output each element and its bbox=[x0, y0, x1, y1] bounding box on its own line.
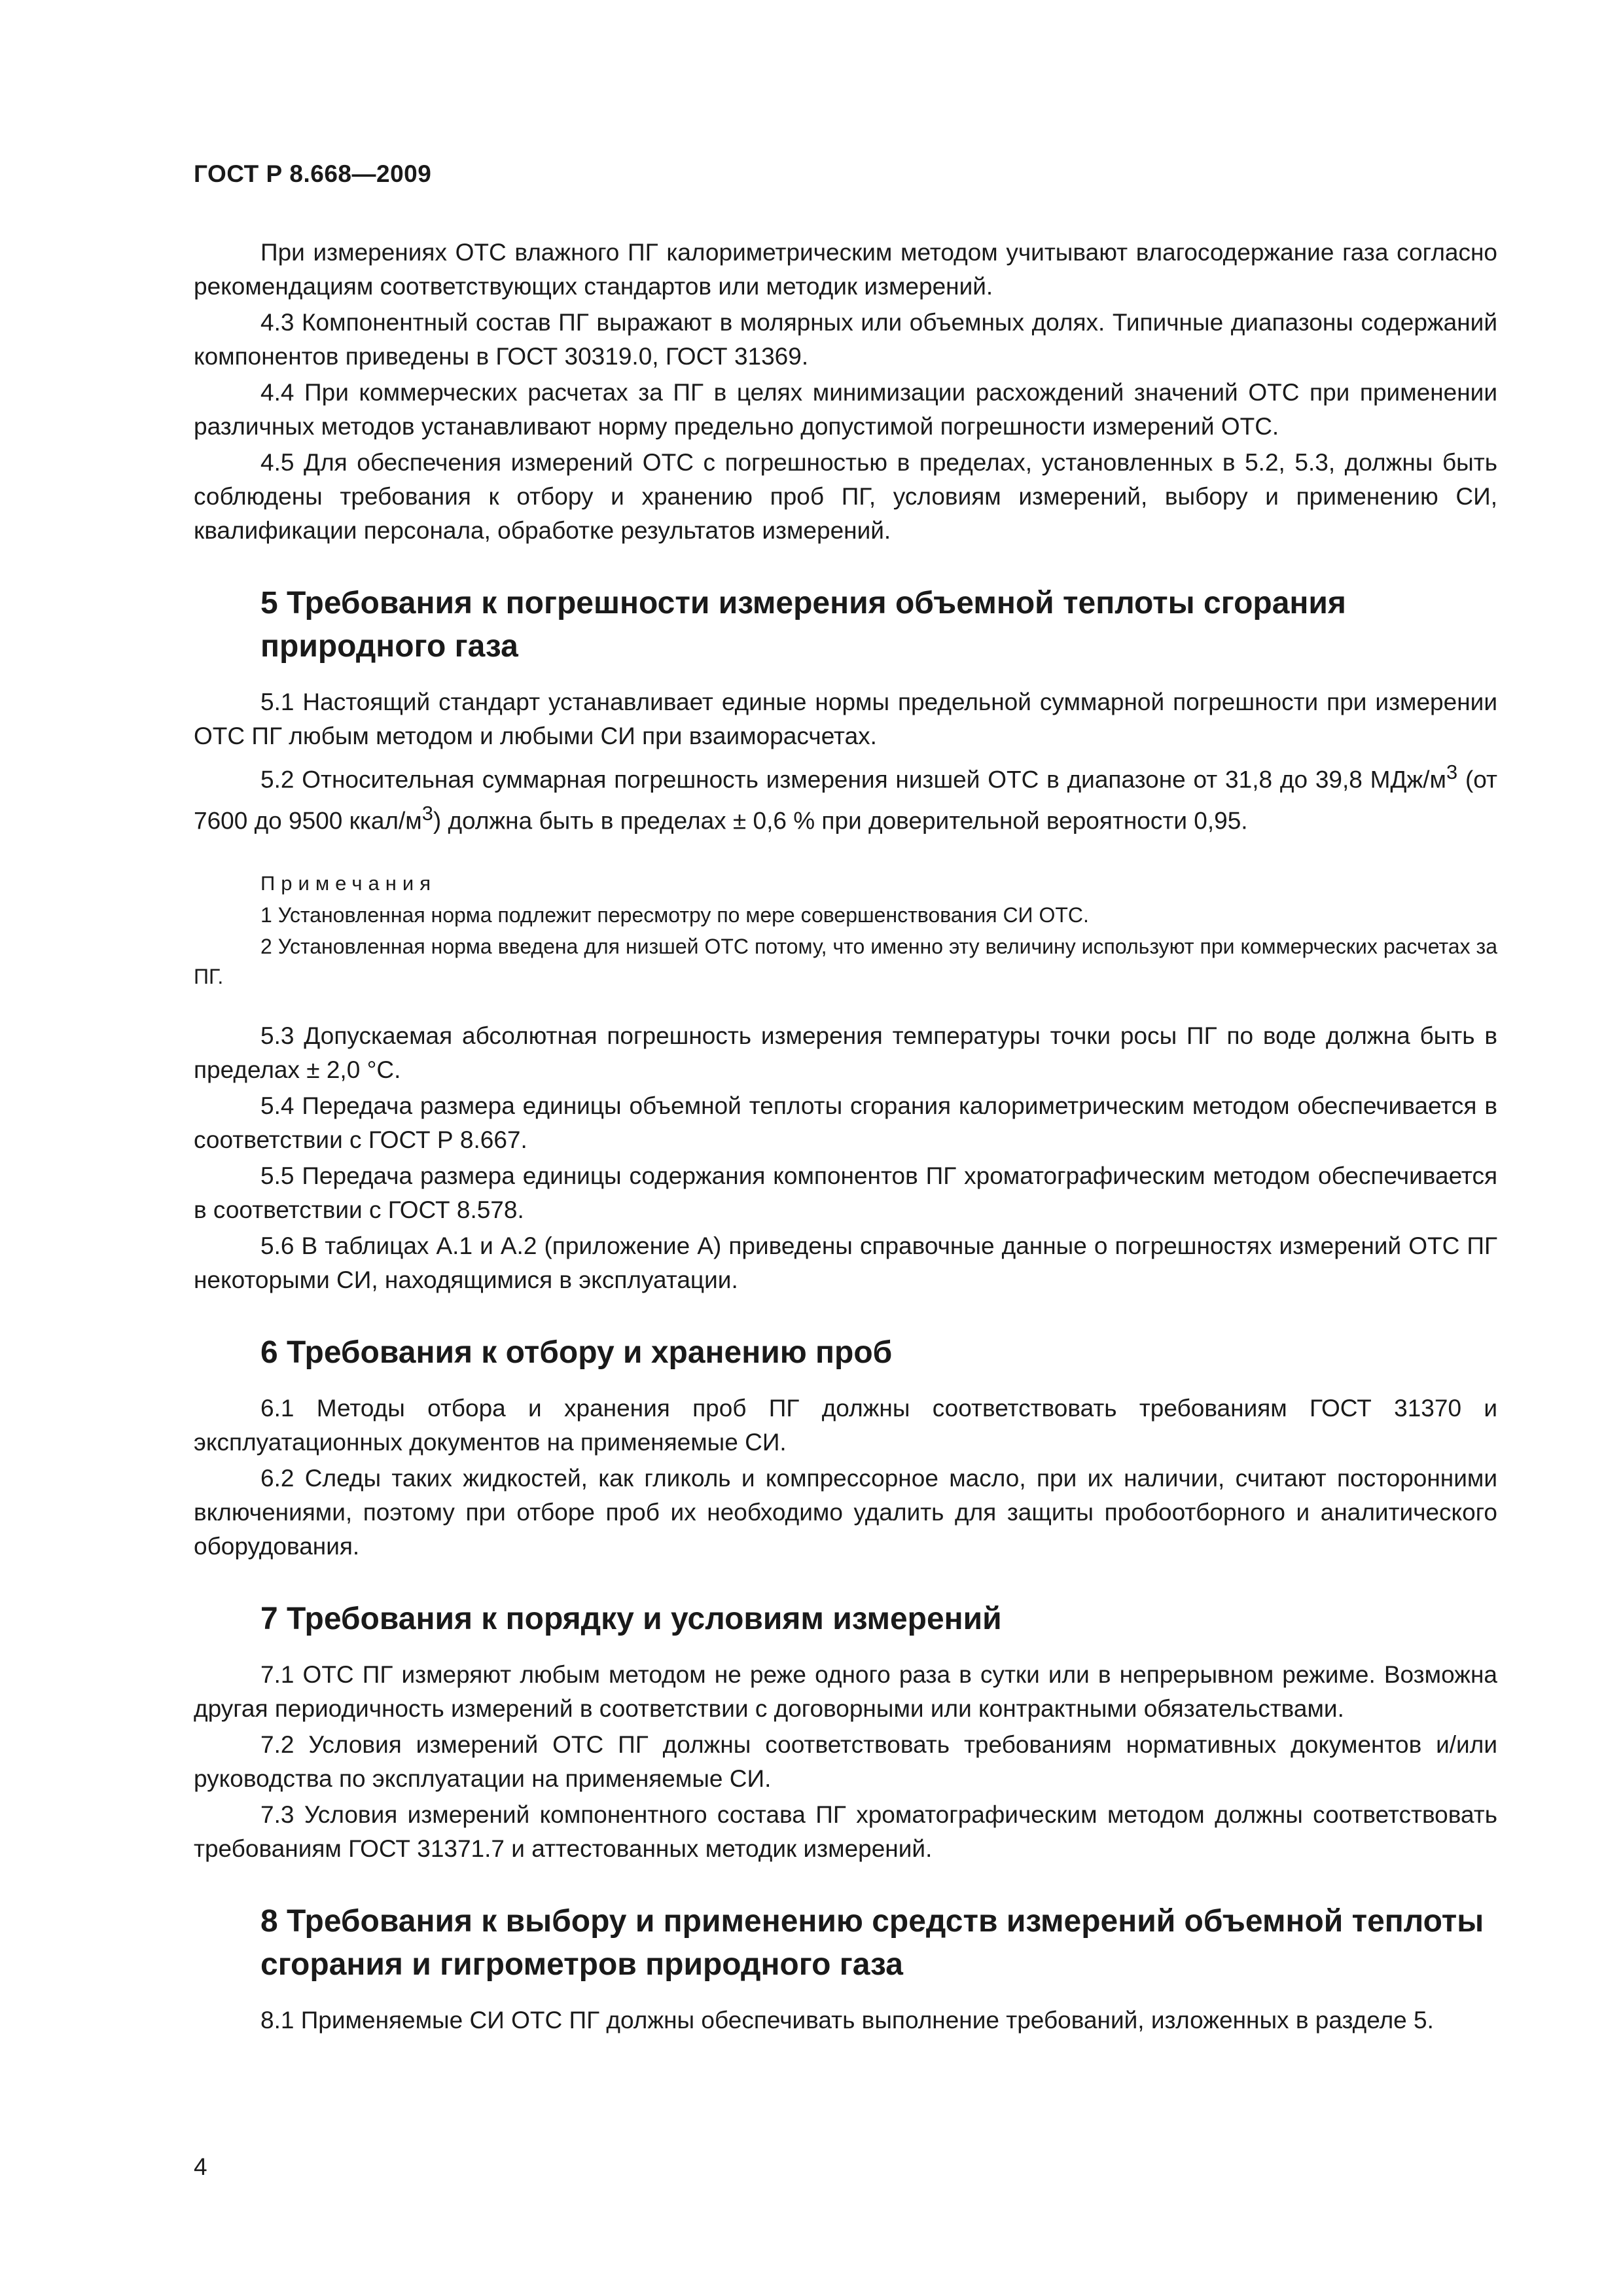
paragraph-7-2: 7.2 Условия измерений ОТС ПГ должны соответствовать требованиям нормативных документов и/или руководства по эксплуатации на применяемые СИ. bbox=[194, 1731, 1497, 1792]
paragraph-5-2 bbox=[194, 755, 1497, 838]
paragraph-8-1: 8.1 Применяемые СИ ОТС ПГ должны обеспечивать выполнение требований, изложенных в разделе 5. bbox=[260, 2006, 1434, 2034]
paragraph-5-2-part-b: (от 7600 до 9500 ккал/м bbox=[194, 766, 1497, 834]
paragraph-5-2-part-c: ) должна быть в пределах ± 0,6 % при доверительной вероятности 0,95. bbox=[433, 807, 1248, 834]
paragraph-5-1: 5.1 Настоящий стандарт устанавливает единые нормы предельной суммарной погрешности при измерении ОТС ПГ любым методом и любыми СИ при взаиморасчетах. bbox=[194, 689, 1497, 749]
section-6-heading: 6 Требования к отбору и хранению проб bbox=[260, 1335, 893, 1370]
notes-block bbox=[194, 869, 1497, 992]
note-2: 2 Установленная норма введена для низшей ОТС потому, что именно эту величину используют при коммерческих расчетах за ПГ. bbox=[194, 934, 1497, 988]
paragraph-5-6: 5.6 В таблицах А.1 и А.2 (приложение А) приведены справочные данные о погрешностях измерений ОТС ПГ некоторыми СИ, находящимися в эксплуатации. bbox=[194, 1232, 1497, 1293]
paragraph-4-2-cont: При измерениях ОТС влажного ПГ калориметрическим методом учитывают влагосодержание газа согласно рекомендациям соответствующих стандартов или методик измерений. bbox=[194, 239, 1497, 300]
paragraph-7-3: 7.3 Условия измерений компонентного состава ПГ хроматографическим методом должны соответствовать требованиям ГОСТ 31371.7 и аттестованных методик измерений. bbox=[194, 1801, 1497, 1862]
paragraph-4-3: 4.3 Компонентный состав ПГ выражают в молярных или объемных долях. Типичные диапазоны содержаний компонентов приведены в ГОСТ 30319.0, ГОСТ 31369. bbox=[194, 309, 1497, 370]
paragraph-5-4: 5.4 Передача размера единицы объемной теплоты сгорания калориметрическим методом обеспечивается в соответствии с ГОСТ Р 8.667. bbox=[194, 1092, 1497, 1153]
paragraph-7-1: 7.1 ОТС ПГ измеряют любым методом не реже одного раза в сутки или в непрерывном режиме. Возможна другая периодичность измерений в соответствии с договорными или контрактными обязательствами. bbox=[194, 1660, 1497, 1722]
page-number: 4 bbox=[194, 2153, 207, 2180]
superscript-3: 3 bbox=[421, 802, 433, 825]
paragraph-5-3: 5.3 Допускаемая абсолютная погрешность измерения температуры точки росы ПГ по воде должна быть в пределах ± 2,0 °С. bbox=[194, 1022, 1497, 1083]
paragraph-6-2: 6.2 Следы таких жидкостей, как гликоль и компрессорное масло, при их наличии, считают посторонними включениями, поэтому при отборе проб их необходимо удалить для защиты пробоотборного и аналитического оборудования. bbox=[194, 1464, 1497, 1560]
superscript-3: 3 bbox=[1446, 761, 1458, 783]
paragraph-4-4: 4.4 При коммерческих расчетах за ПГ в целях минимизации расхождений значений ОТС при применении различных методов устанавливают норму предельно допустимой погрешности измерений ОТС. bbox=[194, 379, 1497, 440]
note-1: 1 Установленная норма подлежит пересмотру по мере совершенствования СИ ОТС. bbox=[260, 903, 1089, 927]
paragraph-6-1: 6.1 Методы отбора и хранения проб ПГ должны соответствовать требованиям ГОСТ 31370 и эксплуатационных документов на применяемые СИ. bbox=[194, 1394, 1497, 1456]
section-7-heading: 7 Требования к порядку и условиям измерений bbox=[260, 1601, 1002, 1636]
document-header: ГОСТ Р 8.668—2009 bbox=[194, 160, 432, 187]
document-body bbox=[194, 236, 1497, 2037]
section-8-heading: 8 Требования к выбору и применению средств измерений объемной теплоты сгорания и гигрометров природного газа bbox=[260, 1903, 1484, 1982]
paragraph-4-5: 4.5 Для обеспечения измерений ОТС с погрешностью в пределах, установленных в 5.2, 5.3, должны быть соблюдены требования к отбору и хранению проб ПГ, условиям измерений, выбору и применению СИ, квалификации персонала, обработке результатов измерений. bbox=[194, 449, 1497, 544]
section-5-heading: 5 Требования к погрешности измерения объемной теплоты сгорания природного газа bbox=[260, 586, 1346, 664]
notes-title: Примечания bbox=[260, 871, 437, 895]
paragraph-5-5: 5.5 Передача размера единицы содержания компонентов ПГ хроматографическим методом обеспечивается в соответствии с ГОСТ 8.578. bbox=[194, 1162, 1497, 1223]
paragraph-5-2-part-a: 5.2 Относительная суммарная погрешность измерения низшей ОТС в диапазоне от 31,8 до 39,8 МДж/м bbox=[260, 766, 1446, 793]
